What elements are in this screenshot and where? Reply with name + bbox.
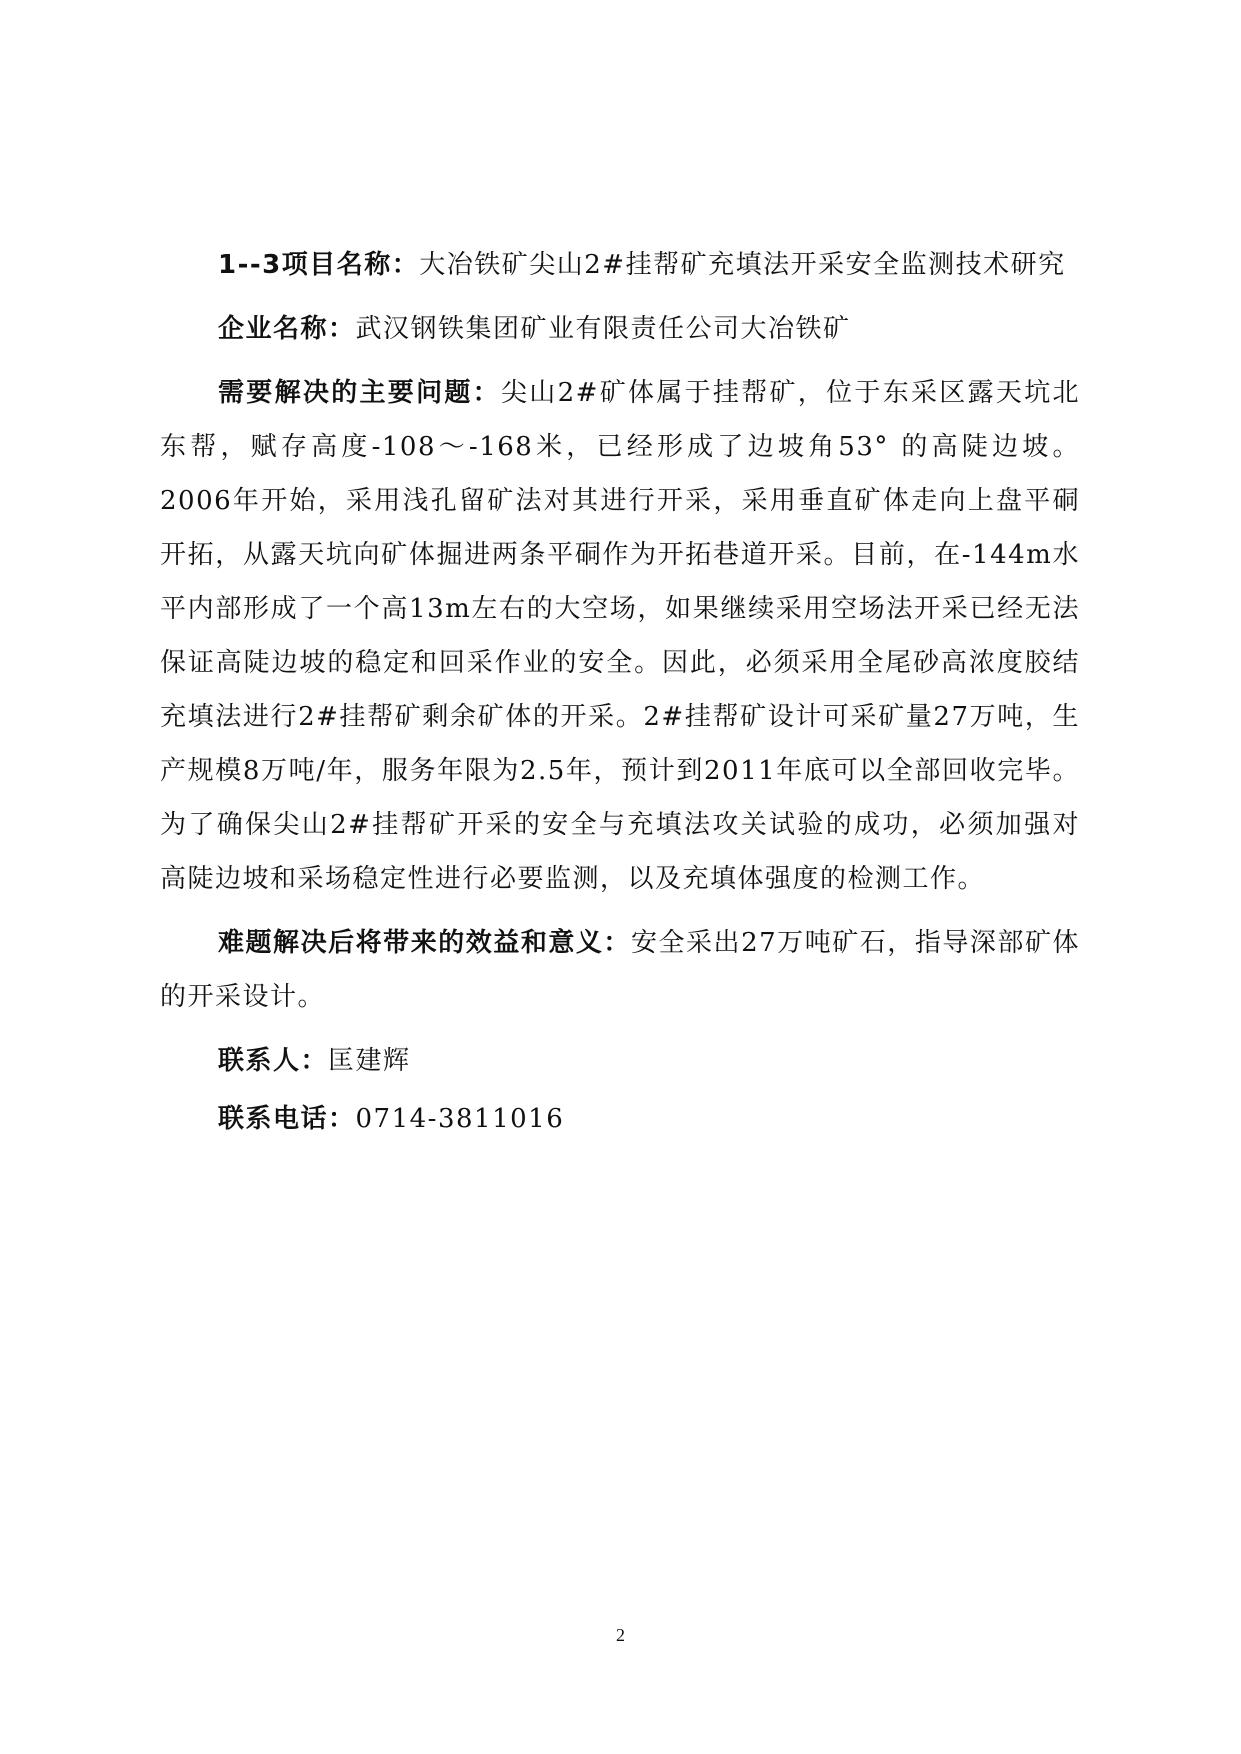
project-value: 大冶铁矿尖山2#挂帮矿充填法开采安全监测技术研究 — [419, 250, 1066, 280]
phone-paragraph — [160, 1092, 1080, 1146]
project-label: 1--3项目名称： — [218, 250, 420, 280]
company-label: 企业名称： — [218, 314, 356, 344]
problem-value: 尖山2#矿体属于挂帮矿，位于东采区露天坑北东帮，赋存高度-108～-168米，已经形成了边坡角53° 的高陡边坡。2006年开始，采用浅孔留矿法对其进行开采，采用垂直矿体走向上盘平硐开拓，从露天坑向矿体掘进两条平硐作为开拓巷道开采。目前，在-144m水平内部形成了一个高13m左右的大空场，如果继续采用空场法开采已经无法保证高陡边坡的稳定和回采作业的安全。因此，必须采用全尾砂高浓度胶结充填法进行2#挂帮矿剩余矿体的开采。2#挂帮矿设计可采矿量27万吨，生产规模8万吨/年，服务年限为2.5年，预计到2011年底可以全部回收完毕。为了确保尖山2#挂帮矿开采的安全与充填法攻关试验的成功，必须加强对高陡边坡和采场稳定性进行必要监测，以及充填体强度的检测工作。 — [160, 378, 1080, 894]
phone-value: 0714-3811016 — [355, 1104, 565, 1134]
contact-value: 匡建辉 — [328, 1046, 411, 1076]
project-paragraph — [160, 238, 1080, 292]
page-number: 2 — [616, 1625, 625, 1645]
phone-label: 联系电话： — [218, 1104, 356, 1134]
contact-paragraph — [160, 1034, 1080, 1088]
benefit-value: 安全采出27万吨矿石，指导深部矿体的开采设计。 — [160, 928, 1080, 1012]
company-paragraph — [160, 302, 1080, 356]
company-value: 武汉钢铁集团矿业有限责任公司大冶铁矿 — [355, 314, 851, 344]
document-body — [160, 238, 1080, 1150]
benefit-paragraph — [160, 916, 1080, 1024]
problem-label: 需要解决的主要问题： — [218, 378, 501, 408]
contact-label: 联系人： — [218, 1046, 329, 1076]
problem-paragraph — [160, 366, 1080, 906]
benefit-label: 难题解决后将带来的效益和意义： — [218, 928, 631, 958]
